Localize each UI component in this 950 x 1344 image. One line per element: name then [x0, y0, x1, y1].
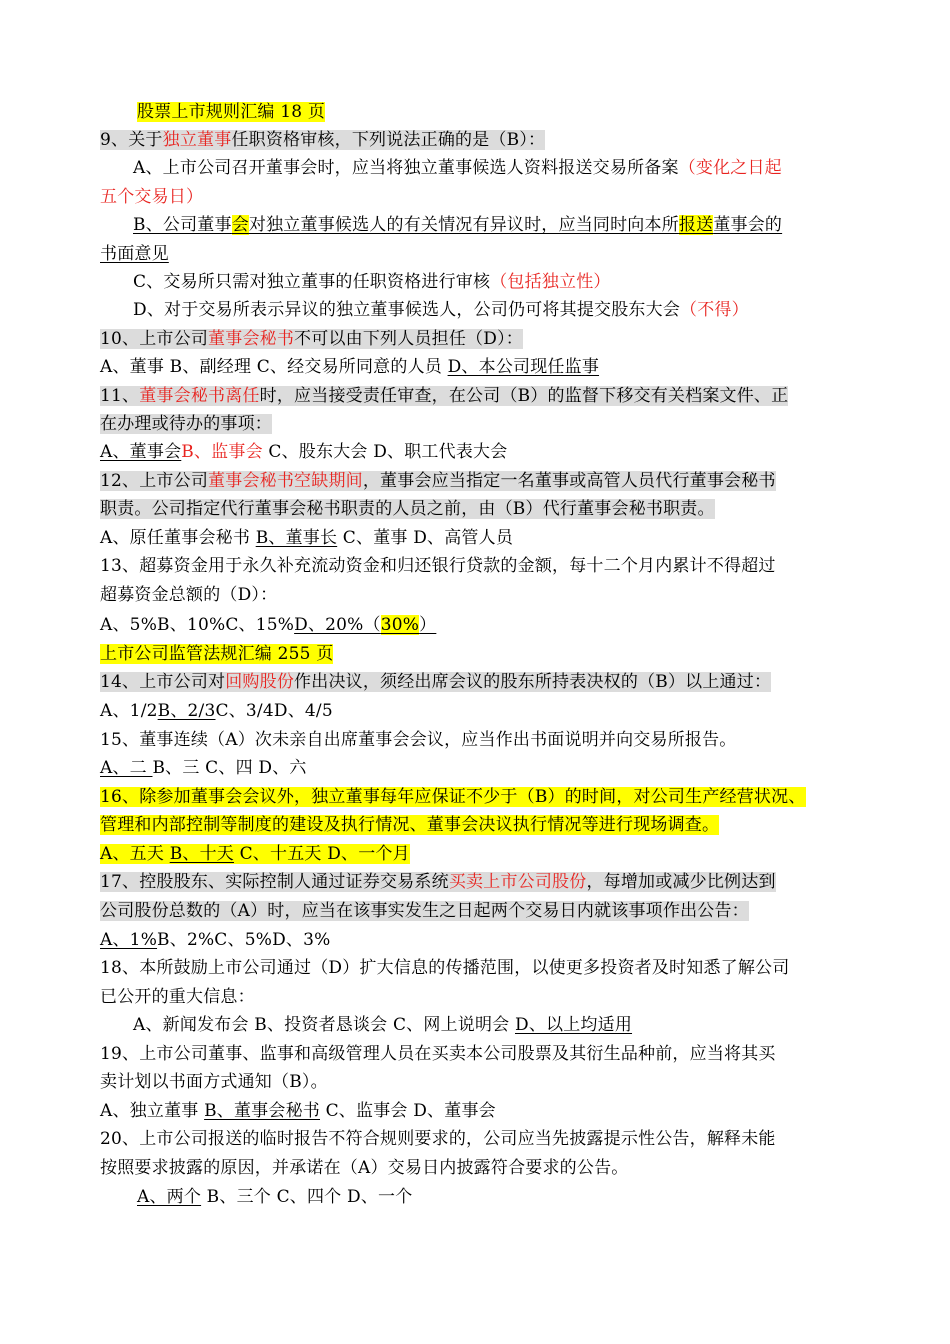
question-14-options: A、1/2B、2/3C、3/4D、4/5: [100, 701, 333, 721]
question-9-option-c: C、交易所只需对独立董事的任职资格进行审核（包括独立性）: [133, 272, 611, 292]
question-10-options: A、董事 B、副经理 C、经交易所同意的人员 D、本公司现任监事: [100, 357, 600, 377]
question-12-title-cont: 职责。公司指定代行董事会秘书职责的人员之前，由（B）代行董事会秘书职责。: [100, 499, 715, 519]
question-11-title-cont: 在办理或待办的事项：: [100, 414, 272, 434]
question-9-option-b-cont: 书面意见: [100, 244, 169, 264]
question-17-options: A、1%B、2%C、5%D、3%: [100, 930, 331, 950]
question-20-options: A、两个 B、三个 C、四个 D、一个: [137, 1187, 413, 1207]
section-heading-listing-rules: 股票上市规则汇编 18 页: [137, 102, 326, 122]
question-10-title: 10、上市公司董事会秘书不可以由下列人员担任（D）：: [100, 329, 523, 349]
question-17-title: 17、控股股东、实际控制人通过证券交易系统买卖上市公司股份，每增加或减少比例达到: [100, 872, 776, 892]
question-20-title: 20、上市公司报送的临时报告不符合规则要求的，公司应当先披露提示性公告，解释未能: [100, 1129, 776, 1149]
question-15-options: A、二 B、三 C、四 D、六: [100, 758, 307, 778]
question-18-title-cont: 已公开的重大信息：: [100, 987, 255, 1007]
question-19-title: 19、上市公司董事、监事和高级管理人员在买卖本公司股票及其衍生品种前，应当将其买: [100, 1044, 776, 1064]
question-9-option-d: D、对于交易所表示异议的独立董事候选人，公司仍可将其提交股东大会（不得）: [133, 300, 749, 320]
question-15-title: 15、董事连续（A）次未亲自出席董事会会议，应当作出书面说明并向交易所报告。: [100, 730, 737, 750]
question-18-options: A、新闻发布会 B、投资者恳谈会 C、网上说明会 D、以上均适用: [133, 1015, 633, 1035]
question-16-options: A、五天 B、十天 C、十五天 D、一个月: [100, 844, 410, 864]
question-11-title: 11、董事会秘书离任时，应当接受责任审查，在公司（B）的监督下移交有关档案文件、正: [100, 386, 789, 406]
question-12-title: 12、上市公司董事会秘书空缺期间，董事会应当指定一名董事或高管人员代行董事会秘书: [100, 471, 776, 491]
question-16-title: 16、除参加董事会会议外，独立董事每年应保证不少于（B）的时间，对公司生产经营状况、: [100, 787, 806, 807]
question-19-title-cont: 卖计划以书面方式通知（B）。: [100, 1072, 328, 1092]
question-19-options: A、独立董事 B、董事会秘书 C、监事会 D、董事会: [100, 1101, 496, 1121]
question-17-title-cont: 公司股份总数的（A）时，应当在该事实发生之日起两个交易日内就该事项作出公告：: [100, 901, 749, 921]
question-11-options: A、董事会B、监事会 C、股东大会 D、职工代表大会: [100, 442, 508, 462]
question-18-title: 18、本所鼓励上市公司通过（D）扩大信息的传播范围，以使更多投资者及时知悉了解公司: [100, 958, 790, 978]
question-9-option-b: B、公司董事会对独立董事候选人的有关情况有异议时，应当同时向本所报送董事会的: [133, 215, 783, 235]
question-9-option-a-cont: 五个交易日）: [100, 187, 204, 207]
question-12-options: A、原任董事会秘书 B、董事长 C、董事 D、高管人员: [100, 528, 514, 548]
question-13-options: A、5%B、10%C、15%D、20%（30%）: [100, 615, 437, 635]
question-16-title-cont: 管理和内部控制等制度的建设及执行情况、董事会决议执行情况等进行现场调查。: [100, 815, 720, 835]
question-13-title: 13、超募资金用于永久补充流动资金和归还银行贷款的金额，每十二个月内累计不得超过: [100, 556, 776, 576]
section-heading-regulations: 上市公司监管法规汇编 255 页: [100, 644, 334, 664]
question-13-title-cont: 超募资金总额的（D）：: [100, 585, 278, 605]
question-14-title: 14、上市公司对回购股份作出决议，须经出席会议的股东所持表决权的（B）以上通过：: [100, 672, 772, 692]
question-9-option-a: A、上市公司召开董事会时，应当将独立董事候选人资料报送交易所备案（变化之日起: [133, 158, 782, 178]
question-20-title-cont: 按照要求披露的原因，并承诺在（A）交易日内披露符合要求的公告。: [100, 1158, 629, 1178]
question-9-title: 9、关于独立董事任职资格审核，下列说法正确的是（B）：: [100, 130, 546, 150]
